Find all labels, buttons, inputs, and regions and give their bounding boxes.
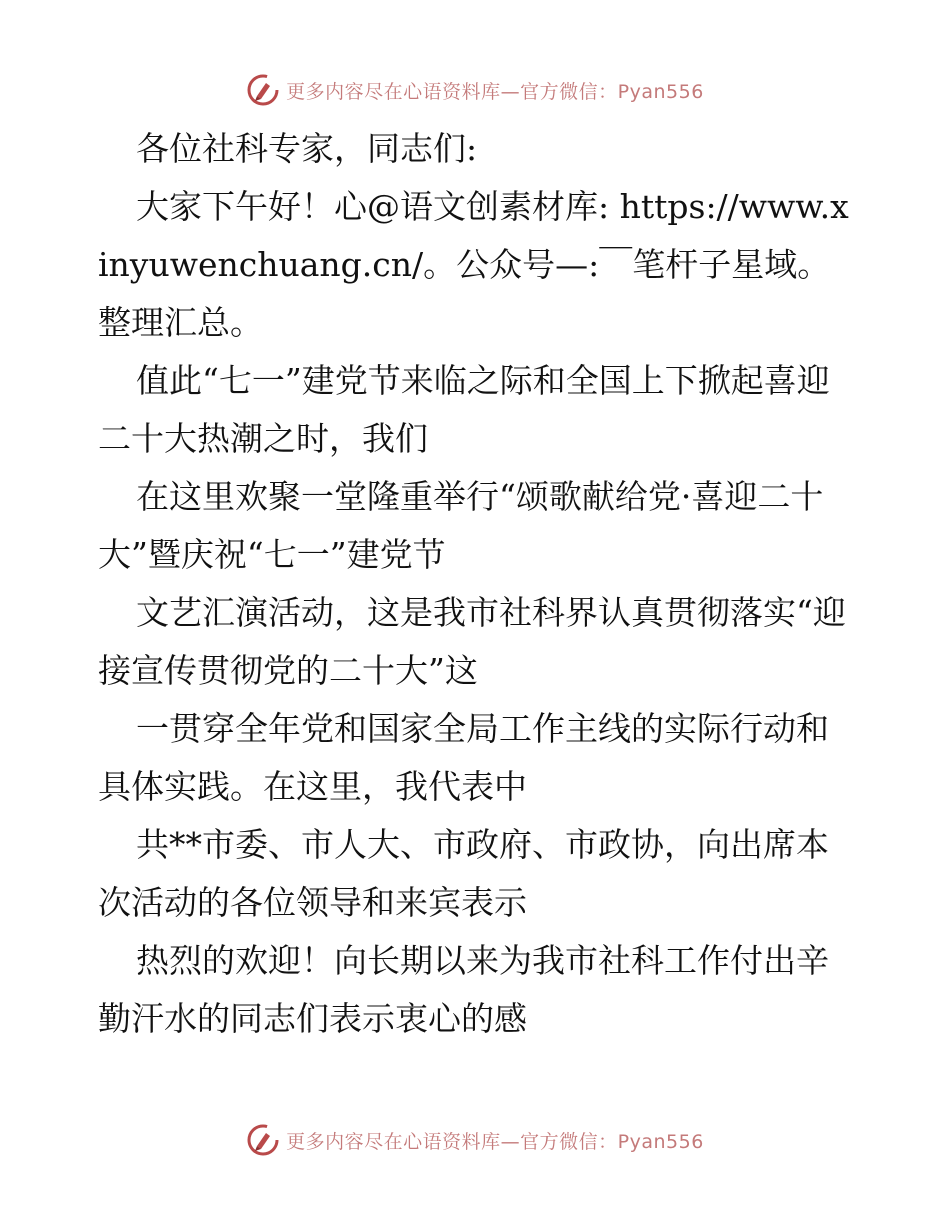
pen-nib-circle-icon [246, 1123, 280, 1157]
document-body [98, 120, 858, 1048]
paragraph: 在这里欢聚一堂隆重举行“颂歌献给党·喜迎二十大”暨庆祝“七一”建党节 [98, 477, 824, 574]
pen-nib-circle-icon [246, 73, 280, 107]
watermark-text: 更多内容尽在心语资料库—官方微信：Pyan556 [286, 1130, 704, 1153]
paragraph: 热烈的欢迎！向长期以来为我市社科工作付出辛勤汗水的同志们表示衷心的感 [98, 941, 829, 1038]
paragraph: 共**市委、市人大、市政府、市政协，向出席本次活动的各位领导和来宾表示 [98, 825, 829, 922]
paragraph: 一贯穿全年党和国家全局工作主线的实际行动和具体实践。在这里，我代表中 [98, 709, 829, 806]
paragraph-salutation: 各位社科专家，同志们: [136, 129, 478, 168]
watermark-text: 更多内容尽在心语资料库—官方微信：Pyan556 [286, 80, 704, 103]
paragraph: 文艺汇演活动，这是我市社科界认真贯彻落实“迎接宣传贯彻党的二十大”这 [98, 593, 846, 690]
footer-watermark [0, 1120, 950, 1160]
paragraph: 值此“七一”建党节来临之际和全国上下掀起喜迎二十大热潮之时，我们 [98, 361, 830, 458]
paragraph-greeting: 大家下午好！心@语文创素材库: https://www.xinyuwenchuang.cn/。公众号—:￣笔杆子星域。整理汇总。 [98, 187, 849, 342]
header-watermark [0, 70, 950, 110]
